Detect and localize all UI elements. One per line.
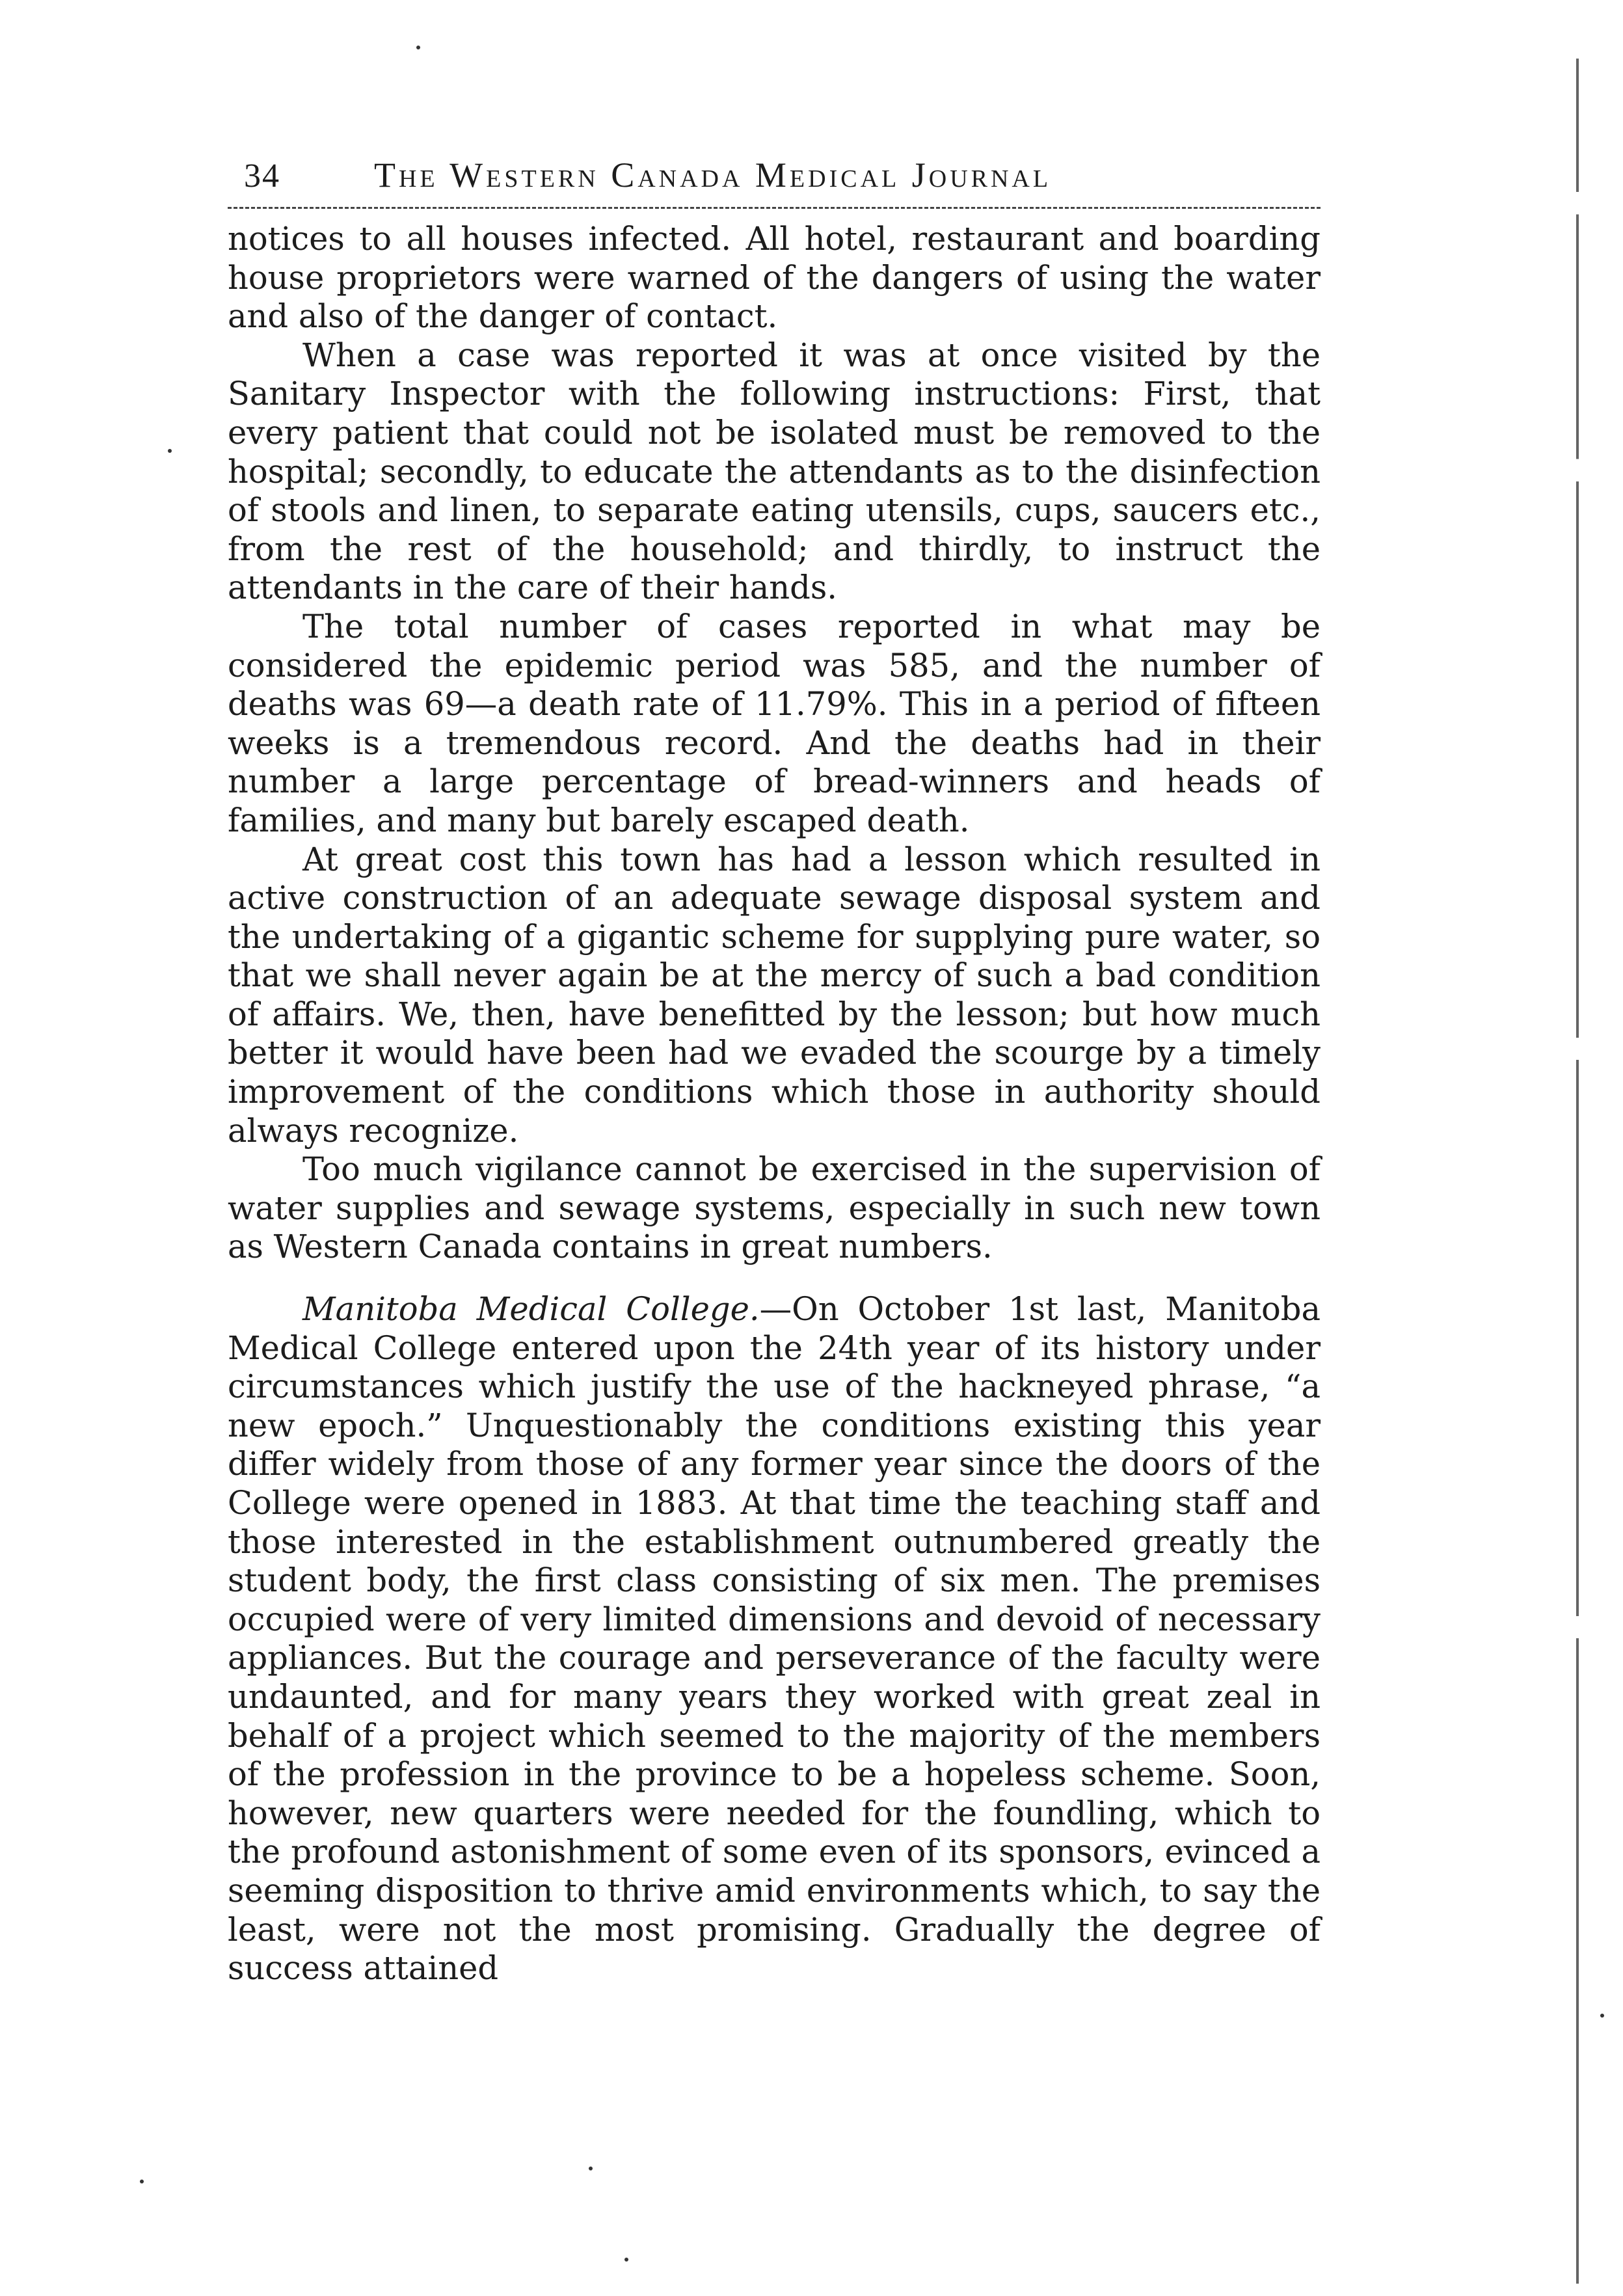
scan-margin-line xyxy=(1576,59,1579,2284)
scan-speck xyxy=(589,2167,593,2170)
section-text: —On October 1st last, Manitoba Medical College entered upon the 24th year of its history under circumstances which justify the use of the hackneyed phrase, “a new epoch.” Unquestionably the conditions existing this year differ widely from those of any former year since the doors of the College were opened in 1883. At that time the teaching staff and those interested in the establishment outnumbered greatly the student body, the first class consisting of six men. The premises occupied were of very limited dimensions and devoid of necessary appliances. But the courage and perseverance of the faculty were undaunted, and for many years they worked with great zeal in behalf of a project which seemed to the majority of the members of the profession in the province to be a hopeless scheme. Soon, however, new quarters were needed for the foundling, which to the profound astonishment of some even of its sponsors, evinced a seeming disposition to thrive amid environments which, to say the least, were not the most promising. Gradually the degree of success attained xyxy=(228,1290,1321,1988)
paragraph-vigilance: Too much vigilance cannot be exercised in the supervision of water supplies and sewage systems, especially in such new town as Western Canada contains in great numbers. xyxy=(228,1150,1321,1266)
scan-speck xyxy=(624,2258,628,2262)
paragraph-manitoba-college xyxy=(228,1290,1321,1988)
paragraph-epidemic-statistics: The total number of cases reported in what may be considered the epidemic period was 585, and the number of deaths was 69—a death rate of 11.79%. This in a period of fifteen weeks is a tremendous record. And the deaths had in their number a large percentage of bread-winners and heads of families, and many but barely escaped death. xyxy=(228,607,1321,839)
article-body xyxy=(228,220,1321,1988)
scan-speck xyxy=(416,46,420,49)
page-number: 34 xyxy=(244,157,280,195)
paragraph-continued: notices to all houses infected. All hotel, restaurant and boarding house proprietors were warned of the dangers of using the water and also of the danger of contact. xyxy=(228,220,1321,336)
journal-title: The Western Canada Medical Journal xyxy=(374,155,1052,195)
paragraph-sanitary-inspector: When a case was reported it was at once visited by the Sanitary Inspector with the following instructions: First, that every patient that could not be isolated must be removed to the hospital; secondly, to educate the attendants as to the disinfection of stools and linen, to separate eating utensils, cups, saucers etc., from the rest of the household; and thirdly, to instruct the attendants in the care of their hands. xyxy=(228,336,1321,607)
section-title: Manitoba Medical College. xyxy=(302,1290,760,1329)
running-header xyxy=(244,137,1317,195)
scan-speck xyxy=(168,449,172,453)
paragraph-lesson: At great cost this town has had a lesson which resulted in active construction of an adequate sewage disposal system and the undertaking of a gigantic scheme for supplying pure water, so that we shall never again be at the mercy of such a bad condition of affairs. We, then, have benefitted by the lesson; but how much better it would have been had we evaded the scourge by a timely improvement of the conditions which those in authority should always recognize. xyxy=(228,840,1321,1150)
scan-speck xyxy=(1600,2014,1604,2018)
header-rule xyxy=(228,207,1321,209)
scan-speck xyxy=(140,2180,144,2183)
